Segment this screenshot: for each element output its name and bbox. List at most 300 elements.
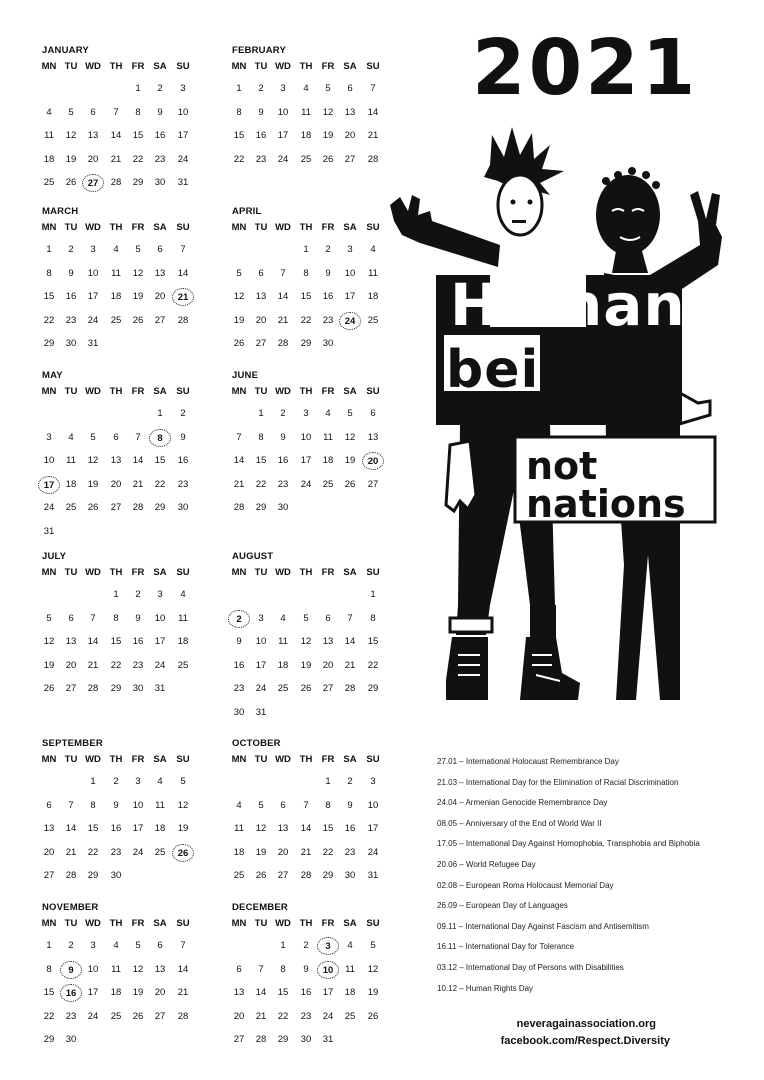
calendar-day: 18 — [277, 659, 289, 671]
calendar-day: 8 — [258, 431, 264, 443]
calendar-day: 5 — [236, 267, 242, 279]
weekday-header: WD — [85, 754, 101, 765]
event-item: 20.06 – World Refugee Day — [437, 860, 536, 869]
weekday-header: SA — [343, 61, 357, 72]
calendar-day: 23 — [154, 153, 166, 165]
calendar-day: 30 — [110, 870, 122, 881]
calendar-day: 22 — [43, 1010, 55, 1022]
calendar-day: 9 — [280, 431, 286, 443]
calendar-day: 22 — [277, 1010, 289, 1022]
calendar-day: 16 — [110, 823, 122, 834]
calendar-day: 14 — [300, 823, 312, 834]
calendar-day: 22 — [110, 659, 122, 671]
calendar-day: 2 — [157, 83, 163, 94]
calendar-day: 12 — [132, 267, 144, 279]
month-name: JUNE — [232, 370, 259, 381]
calendar-day: 18 — [300, 130, 312, 141]
calendar-day: 1 — [236, 83, 242, 94]
calendar-day: 2 — [280, 408, 286, 419]
calendar-day: 7 — [180, 244, 186, 255]
weekday-header: TH — [109, 754, 123, 765]
event-item: 02.08 – European Roma Holocaust Memorial Day — [437, 880, 614, 890]
calendar-day: 3 — [135, 776, 141, 787]
calendar-day: 28 — [132, 502, 144, 513]
calendar-day: 20 — [255, 314, 267, 326]
weekday-header: TU — [254, 567, 268, 578]
calendar-day: 11 — [178, 612, 188, 624]
event-item: 26.09 – European Day of Languages — [437, 901, 568, 911]
weekday-header: TU — [254, 386, 268, 397]
weekday-header: SU — [176, 567, 190, 578]
weekday-header: TU — [254, 61, 268, 72]
calendar-day: 12 — [43, 636, 55, 647]
month-name: MARCH — [42, 206, 79, 217]
calendar-day: 13 — [255, 291, 267, 302]
illustration — [380, 125, 750, 715]
calendar-day: 18 — [110, 291, 122, 302]
weekday-header: WD — [85, 918, 101, 929]
calendar-day: 13 — [322, 636, 334, 647]
calendar-day: 10 — [344, 267, 356, 279]
slogan-line-1: Human — [450, 271, 686, 339]
calendar-day: 24 — [87, 1010, 99, 1022]
calendar-day: 24 — [154, 659, 166, 671]
weekday-header: SA — [343, 918, 357, 929]
calendar-day: 21 — [132, 478, 144, 490]
calendar-day: 7 — [68, 799, 74, 811]
month-name: APRIL — [232, 206, 262, 217]
highlighted-day: 16 — [60, 984, 82, 1002]
month-name: NOVEMBER — [42, 902, 99, 913]
calendar-day: 4 — [180, 589, 186, 600]
calendar-day: 18 — [110, 987, 122, 998]
calendar-day: 21 — [87, 659, 99, 671]
month-name: SEPTEMBER — [42, 738, 103, 749]
weekday-header: TH — [109, 386, 123, 397]
calendar-day: 30 — [177, 502, 189, 513]
weekday-header: TU — [64, 567, 78, 578]
calendar-day: 28 — [233, 502, 245, 513]
calendar-day: 6 — [280, 799, 286, 811]
calendar-day: 27 — [344, 153, 356, 165]
calendar-day: 21 — [233, 478, 245, 490]
weekday-header: WD — [85, 61, 101, 72]
highlighted-day: 9 — [60, 961, 82, 979]
calendar-day: 8 — [135, 106, 141, 118]
calendar-day: 16 — [322, 291, 334, 302]
calendar-day: 13 — [277, 823, 289, 834]
calendar-day: 22 — [300, 314, 312, 326]
calendar-day: 23 — [344, 846, 356, 858]
calendar-day: 14 — [344, 636, 356, 647]
calendar-day: 26 — [65, 177, 77, 188]
calendar-day: 17 — [87, 987, 99, 998]
calendar-day: 22 — [367, 659, 379, 671]
calendar-day: 31 — [255, 706, 267, 718]
calendar-day: 31 — [367, 870, 379, 881]
calendar-day: 17 — [87, 291, 99, 302]
month-name: FEBRUARY — [232, 45, 287, 56]
calendar-day: 1 — [46, 940, 52, 951]
calendar-day: 11 — [44, 130, 54, 141]
calendar-day: 7 — [258, 963, 264, 975]
calendar-day: 12 — [65, 130, 77, 141]
calendar-day: 5 — [135, 244, 141, 255]
calendar-day: 21 — [110, 153, 122, 165]
calendar-day: 31 — [87, 338, 99, 349]
calendar-day: 30 — [65, 1034, 77, 1045]
calendar-day: 19 — [43, 659, 55, 671]
weekday-header: FR — [321, 61, 335, 72]
calendar-day: 1 — [157, 408, 163, 419]
calendar-day: 23 — [65, 314, 77, 326]
calendar-day: 14 — [177, 963, 189, 975]
calendar-day: 10 — [132, 799, 144, 811]
weekday-header: TH — [299, 918, 313, 929]
calendar-day: 24 — [255, 683, 267, 694]
calendar-day: 3 — [180, 83, 186, 94]
calendar-day: 11 — [323, 431, 333, 443]
calendar-day: 14 — [65, 823, 77, 834]
weekday-header: MN — [231, 754, 247, 765]
calendar-day: 30 — [233, 706, 245, 718]
calendar-day: 23 — [322, 314, 334, 326]
calendar-day: 3 — [90, 244, 96, 255]
calendar-day: 13 — [154, 963, 166, 975]
weekday-header: MN — [41, 567, 57, 578]
calendar-day: 29 — [300, 338, 312, 349]
calendar-day: 8 — [325, 799, 331, 811]
calendar-day: 3 — [280, 83, 286, 94]
calendar-day: 28 — [87, 683, 99, 694]
weekday-header: FR — [131, 567, 145, 578]
calendar-day: 27 — [277, 870, 289, 881]
facebook-link[interactable]: facebook.com/Respect.Diversity — [500, 1035, 670, 1047]
calendar-day: 23 — [233, 683, 245, 694]
calendar-day: 21 — [367, 130, 379, 141]
calendar-day: 11 — [66, 455, 76, 466]
calendar-day: 25 — [65, 502, 77, 513]
calendar-day: 26 — [233, 338, 245, 349]
highlighted-day: 26 — [172, 844, 194, 862]
calendar-day: 27 — [154, 314, 166, 326]
calendar-day: 6 — [258, 267, 264, 279]
calendar-day: 15 — [132, 130, 144, 141]
calendar-day: 9 — [180, 431, 186, 443]
weekday-header: MN — [41, 918, 57, 929]
calendar-day: 20 — [65, 659, 77, 671]
calendar-day: 2 — [68, 244, 74, 255]
calendar-day: 13 — [65, 636, 77, 647]
calendar-day: 16 — [233, 659, 245, 671]
weekday-header: TH — [109, 567, 123, 578]
calendar-day: 22 — [132, 153, 144, 165]
weekday-header: SU — [366, 222, 380, 233]
calendar-day: 15 — [277, 987, 289, 998]
calendar-day: 25 — [277, 683, 289, 694]
calendar-day: 30 — [344, 870, 356, 881]
calendar-day: 15 — [255, 455, 267, 466]
weekday-header: TH — [109, 222, 123, 233]
calendar-day: 27 — [233, 1034, 245, 1045]
calendar-day: 31 — [154, 683, 166, 694]
calendar-day: 12 — [367, 963, 379, 975]
calendar-day: 20 — [154, 291, 166, 302]
weekday-header: WD — [275, 61, 291, 72]
calendar-day: 21 — [277, 314, 289, 326]
weekday-header: MN — [41, 222, 57, 233]
calendar-day: 20 — [344, 130, 356, 141]
weekday-header: SU — [366, 567, 380, 578]
calendar-day: 9 — [68, 267, 74, 279]
weekday-header: TU — [64, 222, 78, 233]
weekday-header: SA — [343, 222, 357, 233]
calendar-day: 6 — [68, 612, 74, 624]
calendar-day: 26 — [132, 1010, 144, 1022]
calendar-day: 11 — [368, 267, 378, 279]
calendar-day: 4 — [370, 244, 376, 255]
calendar-day: 5 — [135, 940, 141, 951]
calendar-day: 19 — [367, 987, 379, 998]
weekday-header: FR — [131, 222, 145, 233]
calendar-day: 1 — [90, 776, 96, 787]
weekday-header: WD — [275, 918, 291, 929]
calendar-day: 25 — [233, 870, 245, 881]
calendar-day: 8 — [370, 612, 376, 624]
calendar-day: 2 — [258, 83, 264, 94]
calendar-day: 10 — [367, 799, 379, 811]
calendar-day: 4 — [236, 799, 242, 811]
weekday-header: MN — [231, 222, 247, 233]
calendar-day: 1 — [325, 776, 331, 787]
calendar-day: 11 — [278, 636, 288, 647]
calendar-day: 29 — [322, 870, 334, 881]
calendar-day: 27 — [255, 338, 267, 349]
weekday-header: SA — [153, 222, 167, 233]
calendar-day: 7 — [370, 83, 376, 94]
calendar-day: 15 — [43, 291, 55, 302]
calendar-day: 26 — [322, 153, 334, 165]
calendar-day: 15 — [110, 636, 122, 647]
calendar-day: 27 — [110, 502, 122, 513]
calendar-day: 4 — [157, 776, 163, 787]
weekday-header: FR — [131, 61, 145, 72]
calendar-day: 1 — [258, 408, 264, 419]
calendar-day: 30 — [132, 683, 144, 694]
calendar-day: 29 — [277, 1034, 289, 1045]
calendar-day: 5 — [370, 940, 376, 951]
calendar-day: 6 — [347, 83, 353, 94]
weekday-header: FR — [321, 754, 335, 765]
calendar-day: 7 — [113, 106, 119, 118]
calendar-day: 25 — [344, 1010, 356, 1022]
calendar-day: 27 — [154, 1010, 166, 1022]
calendar-day: 8 — [90, 799, 96, 811]
weekday-header: WD — [275, 222, 291, 233]
calendar-day: 28 — [65, 870, 77, 881]
calendar-day: 24 — [300, 478, 312, 490]
calendar-day: 17 — [154, 636, 166, 647]
calendar-day: 23 — [177, 478, 189, 490]
calendar-day: 10 — [87, 963, 99, 975]
calendar-day: 15 — [43, 987, 55, 998]
weekday-header: SU — [366, 386, 380, 397]
slogan-line-4: nations — [526, 482, 686, 526]
calendar-day: 2 — [347, 776, 353, 787]
calendar-day: 1 — [113, 589, 119, 600]
calendar-day: 16 — [255, 130, 267, 141]
calendar-day: 5 — [347, 408, 353, 419]
calendar-day: 12 — [233, 291, 245, 302]
highlighted-day: 24 — [339, 312, 361, 330]
calendar-day: 20 — [233, 1010, 245, 1022]
weekday-header: TH — [299, 222, 313, 233]
calendar-day: 25 — [177, 659, 189, 671]
weekday-header: TH — [109, 918, 123, 929]
calendar-day: 10 — [255, 636, 267, 647]
weekday-header: FR — [321, 567, 335, 578]
calendar-day: 23 — [65, 1010, 77, 1022]
weekday-header: WD — [275, 754, 291, 765]
calendar-day: 28 — [177, 1010, 189, 1022]
calendar-day: 16 — [177, 455, 189, 466]
highlighted-day: 8 — [149, 429, 171, 447]
calendar-day: 23 — [277, 478, 289, 490]
calendar-day: 6 — [46, 799, 52, 811]
calendar-day: 14 — [277, 291, 289, 302]
weekday-header: SA — [343, 567, 357, 578]
month-name: JANUARY — [42, 45, 89, 56]
month-name: JULY — [42, 551, 67, 562]
calendar-day: 7 — [90, 612, 96, 624]
calendar-day: 19 — [344, 455, 356, 466]
calendar-day: 20 — [322, 659, 334, 671]
calendar-day: 2 — [325, 244, 331, 255]
calendar-day: 25 — [110, 314, 122, 326]
calendar-day: 19 — [300, 659, 312, 671]
calendar-day: 20 — [110, 478, 122, 490]
weekday-header: SU — [176, 754, 190, 765]
calendar-day: 18 — [65, 478, 77, 490]
calendar-day: 30 — [154, 177, 166, 188]
calendar-day: 18 — [43, 153, 55, 165]
calendar-day: 1 — [303, 244, 309, 255]
calendar-day: 24 — [43, 502, 55, 513]
calendar-day: 14 — [87, 636, 99, 647]
calendar-day: 6 — [113, 431, 119, 443]
calendar-day: 28 — [344, 683, 356, 694]
weekday-header: WD — [275, 386, 291, 397]
calendar-day: 26 — [300, 683, 312, 694]
calendar-day: 9 — [347, 799, 353, 811]
calendar-day: 19 — [65, 153, 77, 165]
calendar-day: 7 — [303, 799, 309, 811]
highlighted-day: 3 — [317, 937, 339, 955]
weekday-header: TH — [299, 386, 313, 397]
highlighted-day: 27 — [82, 174, 104, 192]
weekday-header: MN — [41, 754, 57, 765]
calendar-day: 2 — [113, 776, 119, 787]
highlighted-day: 21 — [172, 288, 194, 306]
calendar-day: 22 — [255, 478, 267, 490]
calendar-day: 16 — [132, 636, 144, 647]
calendar-day: 5 — [303, 612, 309, 624]
calendar-day: 26 — [132, 314, 144, 326]
calendar-day: 21 — [344, 659, 356, 671]
month-name: AUGUST — [232, 551, 274, 562]
event-item: 16.11 – International Day for Tolerance — [437, 942, 575, 952]
calendar-day: 6 — [90, 106, 96, 118]
calendar-day: 28 — [277, 338, 289, 349]
calendar-day: 26 — [344, 478, 356, 490]
calendar-day: 29 — [367, 683, 379, 694]
weekday-header: SA — [153, 61, 167, 72]
calendar-day: 10 — [154, 612, 166, 624]
calendar-day: 1 — [46, 244, 52, 255]
event-item: 21.03 – International Day for the Elimination of Racial Discrimination — [437, 777, 679, 787]
calendar-day: 28 — [300, 870, 312, 881]
weekday-header: TU — [254, 222, 268, 233]
calendar-day: 27 — [43, 870, 55, 881]
event-item: 17.05 – International Day Against Homophobia, Transphobia and Biphobia — [437, 839, 700, 849]
calendar-day: 17 — [367, 823, 379, 834]
calendar-day: 19 — [177, 823, 189, 834]
right-figure-illustration — [596, 167, 722, 700]
weekday-header: FR — [321, 222, 335, 233]
slogan-line-2: beings, — [446, 340, 669, 400]
weekday-header: MN — [41, 386, 57, 397]
calendar-day: 5 — [90, 431, 96, 443]
website-link[interactable]: neveragainassociation.org — [516, 1018, 656, 1030]
calendar-day: 20 — [277, 846, 289, 858]
weekday-header: SU — [366, 754, 380, 765]
weekday-header: MN — [231, 61, 247, 72]
calendar-day: 9 — [236, 636, 242, 647]
calendar-day: 18 — [322, 455, 334, 466]
calendar-day: 3 — [90, 940, 96, 951]
calendar-day: 29 — [43, 338, 55, 349]
calendar-day: 27 — [65, 683, 77, 694]
calendar-day: 17 — [322, 987, 334, 998]
calendar-day: 23 — [255, 153, 267, 165]
calendar-day: 14 — [132, 455, 144, 466]
calendar-day: 24 — [367, 846, 379, 858]
highlighted-day: 2 — [228, 610, 250, 628]
calendar-day: 13 — [43, 823, 55, 834]
calendar-day: 13 — [110, 455, 122, 466]
calendar-day: 30 — [322, 338, 334, 349]
calendar-day: 8 — [46, 267, 52, 279]
calendar-day: 8 — [280, 963, 286, 975]
calendar-day: 25 — [110, 1010, 122, 1022]
calendar-day: 2 — [180, 408, 186, 419]
calendar-day: 1 — [135, 83, 141, 94]
calendar-day: 4 — [303, 83, 309, 94]
highlighted-day: 17 — [38, 476, 60, 494]
calendar-day: 10 — [277, 106, 289, 118]
calendar-day: 5 — [46, 612, 52, 624]
weekday-header: SU — [176, 222, 190, 233]
weekday-header: TU — [254, 754, 268, 765]
calendar-day: 11 — [155, 799, 165, 811]
calendar-day: 23 — [110, 846, 122, 858]
calendar-day: 18 — [177, 636, 189, 647]
calendar-day: 11 — [345, 963, 355, 975]
calendar-day: 9 — [135, 612, 141, 624]
weekday-header: WD — [85, 222, 101, 233]
calendar-day: 23 — [300, 1010, 312, 1022]
highlighted-day: 20 — [362, 452, 384, 470]
